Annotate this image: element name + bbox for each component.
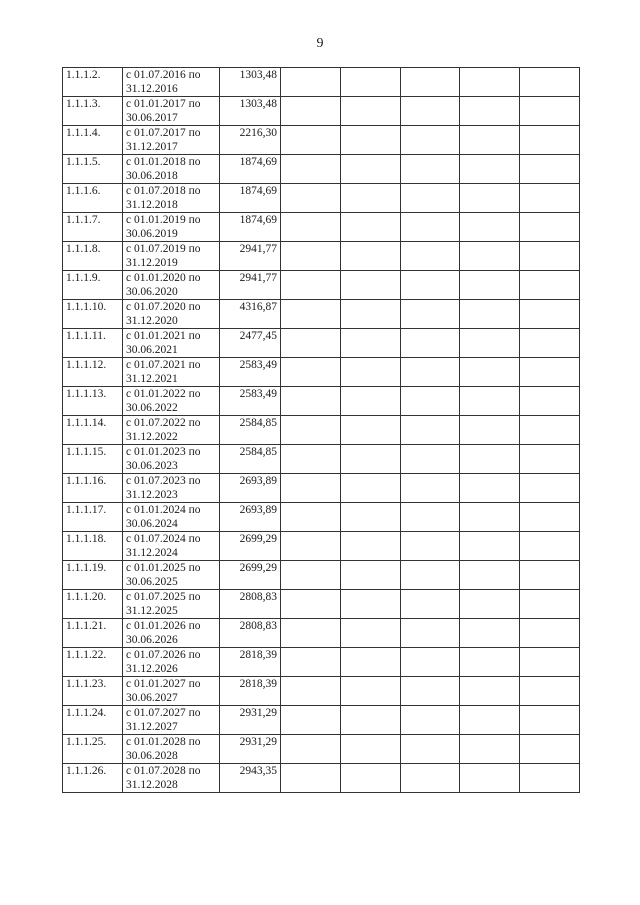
empty-cell [340,184,400,213]
period-to: 31.12.2024 [126,547,178,559]
period-from: с 01.07.2028 по [126,765,201,777]
empty-cell [400,242,460,271]
empty-cell [460,329,520,358]
empty-cell [281,184,341,213]
empty-cell [520,590,580,619]
empty-cell [281,242,341,271]
table-row [63,416,580,445]
period-to: 30.06.2025 [126,576,178,588]
period-to: 30.06.2017 [126,112,178,124]
period-cell [123,677,220,706]
period-from: с 01.01.2028 по [126,736,201,748]
table-row [63,503,580,532]
page-number: 9 [316,36,324,51]
period-from: с 01.07.2020 по [126,301,201,313]
empty-cell [340,445,400,474]
table-row [63,706,580,735]
tariff-value: 2699,29 [220,532,281,561]
empty-cell [340,503,400,532]
period-to: 31.12.2027 [126,721,178,733]
empty-cell [281,126,341,155]
tariff-value: 2699,29 [220,561,281,590]
empty-cell [400,619,460,648]
empty-cell [520,358,580,387]
table-row [63,184,580,213]
empty-cell [281,358,341,387]
period-cell [123,532,220,561]
empty-cell [400,97,460,126]
table-row [63,155,580,184]
empty-cell [281,271,341,300]
period-from: с 01.07.2023 по [126,475,201,487]
empty-cell [281,329,341,358]
period-cell [123,590,220,619]
empty-cell [400,358,460,387]
empty-cell [400,648,460,677]
period-from: с 01.07.2026 по [126,649,201,661]
empty-cell [340,213,400,242]
table-row [63,619,580,648]
tariff-value: 2693,89 [220,474,281,503]
empty-cell [340,68,400,97]
empty-cell [400,503,460,532]
empty-cell [400,416,460,445]
tariff-value: 1874,69 [220,155,281,184]
empty-cell [281,677,341,706]
empty-cell [340,619,400,648]
empty-cell [340,677,400,706]
empty-cell [400,677,460,706]
period-to: 31.12.2025 [126,605,178,617]
empty-cell [400,68,460,97]
tariff-value: 2943,35 [220,764,281,793]
period-from: с 01.01.2020 по [126,272,201,284]
empty-cell [460,735,520,764]
tariff-value: 2818,39 [220,677,281,706]
period-from: с 01.07.2024 по [126,533,201,545]
empty-cell [460,764,520,793]
table-row [63,677,580,706]
empty-cell [281,474,341,503]
empty-cell [281,445,341,474]
row-number: 1.1.1.22. [63,648,123,677]
empty-cell [340,300,400,329]
period-from: с 01.07.2016 по [126,69,201,81]
tariff-value: 2818,39 [220,648,281,677]
table-row [63,387,580,416]
period-to: 30.06.2022 [126,402,178,414]
period-cell [123,416,220,445]
row-number: 1.1.1.18. [63,532,123,561]
empty-cell [520,764,580,793]
period-cell [123,764,220,793]
period-cell [123,213,220,242]
empty-cell [460,184,520,213]
empty-cell [460,358,520,387]
empty-cell [281,416,341,445]
empty-cell [460,271,520,300]
empty-cell [460,532,520,561]
tariff-value: 2941,77 [220,242,281,271]
empty-cell [400,735,460,764]
period-from: с 01.01.2023 по [126,446,201,458]
tariff-table [62,67,580,793]
period-from: с 01.01.2018 по [126,156,201,168]
empty-cell [460,590,520,619]
empty-cell [340,561,400,590]
period-cell [123,300,220,329]
empty-cell [460,155,520,184]
empty-cell [400,764,460,793]
period-cell [123,445,220,474]
empty-cell [340,590,400,619]
empty-cell [340,764,400,793]
empty-cell [520,416,580,445]
empty-cell [400,126,460,155]
period-to: 30.06.2026 [126,634,178,646]
period-from: с 01.01.2025 по [126,562,201,574]
tariff-value: 1303,48 [220,97,281,126]
period-to: 31.12.2018 [126,199,178,211]
period-to: 30.06.2020 [126,286,178,298]
empty-cell [460,97,520,126]
empty-cell [520,735,580,764]
row-number: 1.1.1.13. [63,387,123,416]
period-to: 30.06.2021 [126,344,178,356]
row-number: 1.1.1.12. [63,358,123,387]
empty-cell [340,97,400,126]
empty-cell [340,474,400,503]
row-number: 1.1.1.25. [63,735,123,764]
row-number: 1.1.1.21. [63,619,123,648]
empty-cell [281,300,341,329]
empty-cell [460,677,520,706]
tariff-value: 1874,69 [220,213,281,242]
tariff-value: 2583,49 [220,358,281,387]
empty-cell [281,648,341,677]
tariff-value: 2941,77 [220,271,281,300]
empty-cell [520,706,580,735]
row-number: 1.1.1.6. [63,184,123,213]
table-row [63,590,580,619]
tariff-value: 2584,85 [220,416,281,445]
table-row [63,474,580,503]
empty-cell [281,503,341,532]
empty-cell [520,242,580,271]
empty-cell [520,503,580,532]
period-cell [123,329,220,358]
empty-cell [460,648,520,677]
row-number: 1.1.1.19. [63,561,123,590]
period-to: 31.12.2017 [126,141,178,153]
period-to: 30.06.2018 [126,170,178,182]
empty-cell [340,271,400,300]
period-cell [123,619,220,648]
period-from: с 01.01.2022 по [126,388,201,400]
period-from: с 01.01.2019 по [126,214,201,226]
tariff-value: 2583,49 [220,387,281,416]
table-row [63,445,580,474]
table-row [63,97,580,126]
empty-cell [520,68,580,97]
row-number: 1.1.1.17. [63,503,123,532]
empty-cell [460,706,520,735]
table-row [63,68,580,97]
period-to: 31.12.2019 [126,257,178,269]
table-row [63,764,580,793]
empty-cell [460,213,520,242]
period-cell [123,242,220,271]
period-from: с 01.07.2027 по [126,707,201,719]
period-from: с 01.01.2024 по [126,504,201,516]
empty-cell [520,532,580,561]
empty-cell [281,532,341,561]
empty-cell [520,387,580,416]
empty-cell [281,68,341,97]
period-to: 31.12.2016 [126,83,178,95]
period-cell [123,155,220,184]
tariff-table-body [63,68,580,793]
empty-cell [460,242,520,271]
empty-cell [400,445,460,474]
period-from: с 01.01.2021 по [126,330,201,342]
empty-cell [340,329,400,358]
period-to: 30.06.2024 [126,518,178,530]
row-number: 1.1.1.16. [63,474,123,503]
empty-cell [520,677,580,706]
period-cell [123,387,220,416]
tariff-value: 2584,85 [220,445,281,474]
period-to: 31.12.2023 [126,489,178,501]
period-cell [123,561,220,590]
empty-cell [281,561,341,590]
empty-cell [460,474,520,503]
empty-cell [400,155,460,184]
period-to: 31.12.2022 [126,431,178,443]
tariff-value: 4316,87 [220,300,281,329]
empty-cell [340,735,400,764]
period-from: с 01.07.2022 по [126,417,201,429]
row-number: 1.1.1.24. [63,706,123,735]
period-cell [123,474,220,503]
empty-cell [400,184,460,213]
period-from: с 01.01.2017 по [126,98,201,110]
empty-cell [340,155,400,184]
tariff-value: 2808,83 [220,590,281,619]
empty-cell [520,97,580,126]
row-number: 1.1.1.15. [63,445,123,474]
row-number: 1.1.1.2. [63,68,123,97]
period-to: 30.06.2028 [126,750,178,762]
period-to: 30.06.2023 [126,460,178,472]
period-to: 31.12.2026 [126,663,178,675]
empty-cell [520,155,580,184]
empty-cell [281,706,341,735]
empty-cell [281,764,341,793]
empty-cell [400,271,460,300]
empty-cell [400,300,460,329]
row-number: 1.1.1.7. [63,213,123,242]
row-number: 1.1.1.9. [63,271,123,300]
empty-cell [400,706,460,735]
empty-cell [340,387,400,416]
period-cell [123,68,220,97]
empty-cell [520,619,580,648]
period-to: 30.06.2027 [126,692,178,704]
table-row [63,532,580,561]
table-row [63,126,580,155]
empty-cell [281,619,341,648]
empty-cell [340,532,400,561]
empty-cell [460,387,520,416]
empty-cell [520,300,580,329]
empty-cell [460,300,520,329]
row-number: 1.1.1.20. [63,590,123,619]
empty-cell [340,126,400,155]
period-cell [123,735,220,764]
period-from: с 01.01.2026 по [126,620,201,632]
row-number: 1.1.1.10. [63,300,123,329]
table-row [63,242,580,271]
row-number: 1.1.1.23. [63,677,123,706]
empty-cell [281,590,341,619]
empty-cell [460,561,520,590]
period-from: с 01.07.2025 по [126,591,201,603]
period-cell [123,648,220,677]
empty-cell [520,126,580,155]
empty-cell [281,735,341,764]
table-row [63,735,580,764]
row-number: 1.1.1.26. [63,764,123,793]
table-row [63,271,580,300]
empty-cell [520,648,580,677]
table-row [63,648,580,677]
table-row [63,358,580,387]
row-number: 1.1.1.4. [63,126,123,155]
period-from: с 01.01.2027 по [126,678,201,690]
row-number: 1.1.1.5. [63,155,123,184]
empty-cell [340,706,400,735]
empty-cell [460,68,520,97]
row-number: 1.1.1.8. [63,242,123,271]
period-to: 31.12.2020 [126,315,178,327]
empty-cell [281,155,341,184]
tariff-value: 2931,29 [220,706,281,735]
table-row [63,300,580,329]
period-to: 31.12.2028 [126,779,178,791]
empty-cell [400,387,460,416]
period-cell [123,184,220,213]
empty-cell [400,590,460,619]
period-to: 30.06.2019 [126,228,178,240]
empty-cell [460,503,520,532]
empty-cell [400,561,460,590]
empty-cell [460,445,520,474]
period-cell [123,358,220,387]
empty-cell [520,474,580,503]
tariff-value: 2693,89 [220,503,281,532]
tariff-value: 2808,83 [220,619,281,648]
row-number: 1.1.1.11. [63,329,123,358]
empty-cell [520,561,580,590]
empty-cell [340,416,400,445]
period-cell [123,503,220,532]
period-from: с 01.07.2019 по [126,243,201,255]
period-to: 31.12.2021 [126,373,178,385]
period-cell [123,126,220,155]
period-from: с 01.07.2018 по [126,185,201,197]
tariff-value: 2216,30 [220,126,281,155]
period-from: с 01.07.2017 по [126,127,201,139]
empty-cell [520,213,580,242]
empty-cell [400,329,460,358]
empty-cell [400,532,460,561]
period-cell [123,271,220,300]
tariff-value: 2477,45 [220,329,281,358]
period-cell [123,706,220,735]
table-row [63,561,580,590]
empty-cell [520,445,580,474]
empty-cell [400,474,460,503]
empty-cell [340,242,400,271]
empty-cell [460,619,520,648]
empty-cell [340,648,400,677]
table-row [63,329,580,358]
empty-cell [400,213,460,242]
tariff-value: 1303,48 [220,68,281,97]
empty-cell [520,329,580,358]
row-number: 1.1.1.3. [63,97,123,126]
period-from: с 01.07.2021 по [126,359,201,371]
empty-cell [460,416,520,445]
tariff-value: 2931,29 [220,735,281,764]
empty-cell [281,213,341,242]
period-cell [123,97,220,126]
empty-cell [520,271,580,300]
empty-cell [281,97,341,126]
empty-cell [460,126,520,155]
empty-cell [520,184,580,213]
row-number: 1.1.1.14. [63,416,123,445]
empty-cell [281,387,341,416]
tariff-value: 1874,69 [220,184,281,213]
table-row [63,213,580,242]
empty-cell [340,358,400,387]
